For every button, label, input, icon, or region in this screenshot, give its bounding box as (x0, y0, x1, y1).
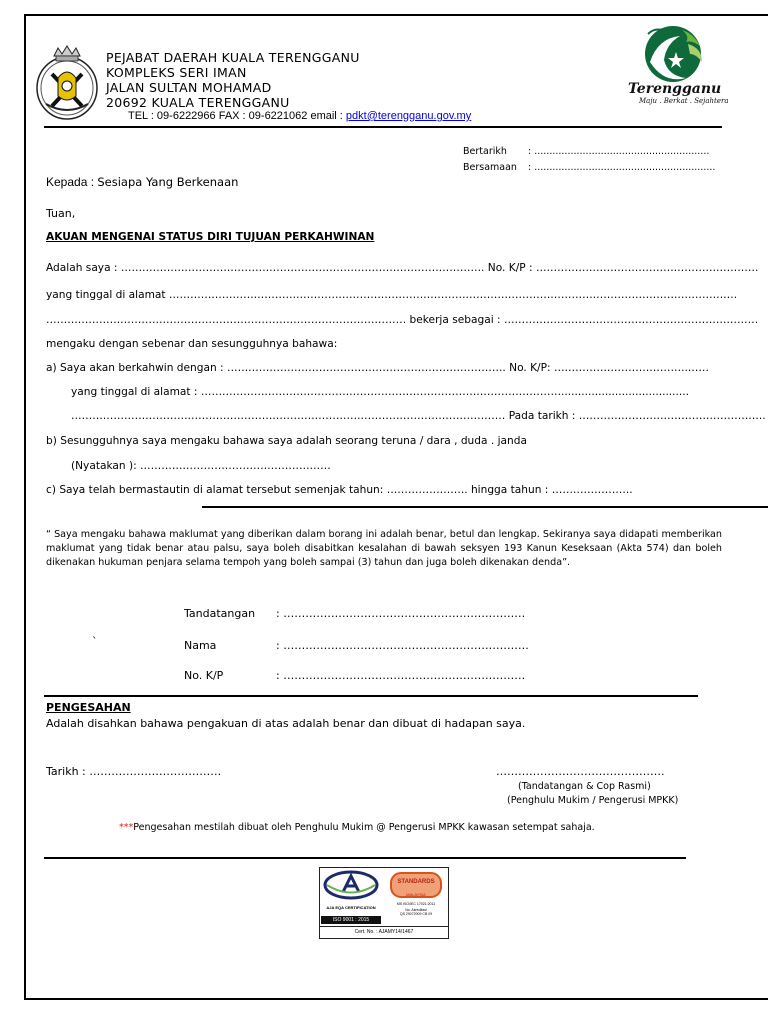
tandatangan-label: Tandatangan (184, 607, 256, 620)
page-frame-bottom (24, 998, 768, 1000)
office-address-line: JALAN SULTAN MOHAMAD (106, 80, 272, 95)
marital-status-statement: b) Sesungguhnya saya mengaku bahawa saya adalah seorang teruna / dara , duda . janda (46, 435, 527, 447)
pengesahan-text: Adalah disahkan bahawa pengakuan di atas adalah benar dan dibuat di hadapan saya. (46, 717, 526, 730)
office-address-line: KOMPLEKS SERI IMAN (106, 65, 247, 80)
official-title-caption: (Penghulu Mukim / Pengerusi MPKK) (507, 795, 679, 806)
contact-line (128, 110, 471, 122)
official-signature-caption: (Tandatangan & Cop Rasmi) (518, 781, 651, 792)
kepada-label: Kepada : (46, 175, 98, 189)
applicant-occupation-field[interactable]: ………………………………………………………………………………………… bekerja sebagai : ……………………………………………………………… (46, 314, 759, 326)
standards-sub: MALAYSIA (406, 892, 426, 897)
email-link[interactable]: pdkt@terengganu.gov.my (345, 110, 472, 122)
marital-status-field[interactable]: (Nyatakan ): ……………………………………………… (71, 460, 331, 472)
nama-label: Nama (184, 639, 217, 652)
spouse-name-kp-field[interactable]: a) Saya akan berkahwin dengan : ……………………………………………………………………. No. K/P: ………………………………..…… (46, 362, 709, 374)
applicant-address-field[interactable]: yang tinggal di alamat ………………………………………………………………………………………………………………………………….…………. (46, 289, 738, 301)
aja-badge (321, 870, 381, 926)
aja-logo-icon (321, 870, 381, 900)
standards-accreditation-no: QS 29072009 CB 09 (399, 912, 433, 916)
office-name: PEJABAT DAERAH KUALA TERENGGANU (106, 50, 360, 65)
note-text: Pengesahan mestilah dibuat oleh Penghulu Mukim @ Pengerusi MPKK kawasan setempat sahaja. (133, 822, 595, 833)
spouse-address-field[interactable]: yang tinggal di alamat : …………………………………………………………………………………………...................................... (71, 386, 690, 398)
bertarikh-label: Bertarikh (463, 146, 507, 157)
state-logo-motto: Maju . Berkat . Sejahtera (639, 97, 729, 105)
bersamaan-field[interactable]: : ............................................................ (528, 162, 716, 173)
standards-logo-icon (390, 872, 442, 898)
note-asterisks: *** (119, 822, 134, 833)
pengesahan-date-field[interactable]: Tarikh : ……………………………… (46, 765, 222, 778)
spouse-address-date-field[interactable]: …………………………………………………………………………………………………………… Pada tarikh : …………………………………………….. (71, 410, 766, 422)
bertarikh-field[interactable]: : .......................................................... (528, 146, 710, 157)
terengganu-crest-icon (34, 44, 100, 122)
page-frame-left (24, 14, 26, 1000)
page-frame-top (24, 14, 768, 16)
pengesahan-title: PENGESAHAN (46, 701, 131, 714)
form-title: AKUAN MENGENAI STATUS DIRI TUJUAN PERKAHWINAN (46, 231, 375, 243)
kepada-recipient: Sesiapa Yang Berkenaan (97, 175, 239, 189)
standards-badge (386, 870, 446, 926)
standards-accreditation-label: No. Akreditasi (405, 908, 427, 912)
aja-badge-iso: ISO 9001 : 2015 (321, 916, 381, 924)
standards-title: STANDARDS (397, 879, 435, 885)
bersamaan-label: Bersamaan (463, 162, 517, 173)
tel-fax-text: TEL : 09-6222966 FAX : 09-6221062 email : (128, 110, 346, 122)
official-signature-field[interactable]: ………………………………………. (496, 765, 665, 778)
certificate-number: Cert. No. : AJAMY14/1467 (320, 926, 448, 938)
section-divider (202, 506, 768, 508)
nama-field[interactable]: : …………………………………………………………. (276, 639, 529, 652)
salutation: Tuan, (46, 207, 76, 220)
state-logo-title: Terengganu (628, 81, 722, 97)
pengesahan-note (119, 822, 595, 833)
kepada-line (46, 175, 238, 189)
footer-divider (44, 857, 686, 859)
nokp-label: No. K/P (184, 669, 224, 682)
office-postcode-line: 20692 KUALA TERENGGANU (106, 95, 290, 110)
declaration-paragraph: “ Saya mengaku bahawa maklumat yang diberikan dalam borang ini adalah benar, betul dan lengkap. Sekiranya saya didapati memberikan maklumat yang tidak benar atau palsu, saya boleh disabitkan kesalahan di bawah seksyen 193 Kanun Keseksaan (Akta 574) dan boleh dikenakan hukuman penjara selama tempoh yang boleh sampai (3) tahun dan juga boleh dikenakan denda”. (46, 529, 722, 568)
standards-iso: MS ISO/IEC 17021:2011 (396, 902, 436, 906)
stray-mark: ` (92, 635, 98, 648)
tandatangan-field[interactable]: : ………………………………………………………… (276, 607, 526, 620)
residency-years-field[interactable]: c) Saya telah bermastautin di alamat tersebut semenjak tahun: ………………….. hingga tahun : ………………….. (46, 484, 633, 496)
certification-badges (319, 867, 449, 939)
pengesahan-divider (44, 695, 698, 697)
applicant-name-kp-field[interactable]: Adalah saya : …………………………………………………………………………………………. No. K/P : ……………………………………………………… (46, 262, 759, 274)
declaration-intro: mengaku dengan sebenar dan sesungguhnya bahawa: (46, 338, 338, 350)
aja-badge-title: AJA EQA CERTIFICATION (326, 905, 376, 910)
nokp-field[interactable]: : ………………………………………………………… (276, 669, 526, 682)
header-divider (44, 126, 722, 128)
